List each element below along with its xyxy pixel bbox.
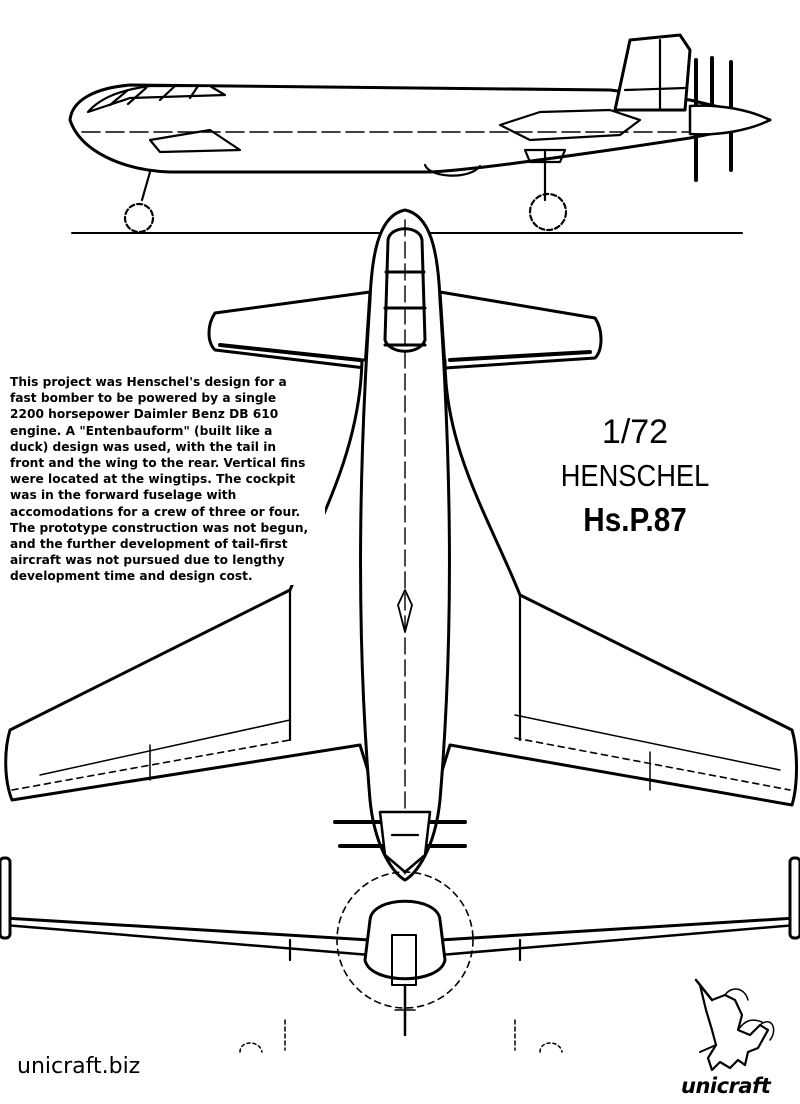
side-wing-root <box>150 130 240 152</box>
website-label: unicraft.biz <box>17 1054 141 1079</box>
project-description: This project was Henschel's design for a fast bomber to be powered by a single 2200 horsepower Daimler Benz DB 610 engine. A "Entenbauform" (built like a duck) design was used, with the tail in front and the wing to the rear. Vertical fins were located at the wingtips. The cockpit was in the forward fuselage with accomodations for a crew of three or four. The prototype construction was not begun, and the further development of tail-first aircraft was not pursued due to lengthy development time and design cost. <box>10 374 325 585</box>
manufacturer-label: HENSCHEL <box>560 458 710 493</box>
side-view <box>70 35 770 233</box>
main-wheel <box>530 194 566 230</box>
front-fuselage <box>365 901 445 979</box>
rearing-unicorn-icon <box>696 980 774 1070</box>
side-tail-fin <box>615 35 690 110</box>
model-label: Hs.P.87 <box>583 501 687 538</box>
side-canopy <box>88 86 225 112</box>
front-view <box>0 858 800 1052</box>
nose-wheel <box>125 204 153 232</box>
title-block <box>520 410 750 542</box>
brand-label: unicraft <box>681 1074 771 1098</box>
scale-label: 1/72 <box>601 413 669 451</box>
